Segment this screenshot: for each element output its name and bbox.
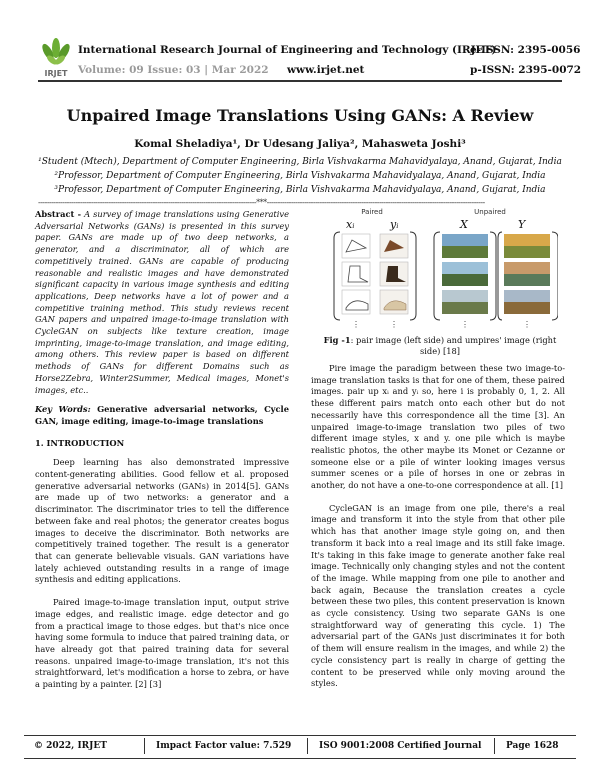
- intro-paragraph-4: CycleGAN is an image from one pile, there's a real image and transform it into the style from that other pile which has that another image style going on, and then transform it back into a real image and its still fake image. It's taking in this fake image to generate another fake real image. Technically only changing styles and not the content of the image. While mapping from one pile to another and back again, Because the translation creates a cycle between these two piles, this content preservation is known as cycle consistency. Using two separate GANs is one straightforward way of generating this cycle. 1) The adversarial part of the GANs just discriminates it for both of them will ensure realism in the images, and while 2) the cycle consistency part is really in charge of getting the content to be preserved while only moving around the styles.: [311, 502, 565, 689]
- intro-paragraph-2: Paired image-to-image translation input, output strive image edges, and realistic image. edge detector and go from a practical image to those edges. but that's nice once having some formula to induce that paired training data, or have already got that paired training data for several reasons. unpaired image-to-image translation, it's not this straightforward, let's modification a horse to zebra, or have a painting by a painter. [2] [3]: [35, 597, 289, 690]
- footer-copyright: © 2022, IRJET: [34, 741, 107, 751]
- figure-label-unpaired: Unpaired: [474, 208, 506, 216]
- ellipsis-icon: ⋮: [352, 320, 360, 329]
- p-issn: p-ISSN: 2395-0072: [470, 64, 582, 76]
- figure-caption-text: : pair image (left side) and umpires' image (right side) [18]: [350, 335, 557, 356]
- footer-divider: [494, 738, 495, 754]
- logo-text: IRJET: [44, 69, 68, 78]
- volume-issue: Volume: 09 Issue: 03 | Mar 2022: [78, 64, 269, 76]
- intro-paragraph-1: Deep learning has also demonstrated impressive content-generating abilities. Good fellow et al. proposed generative adversarial networks (GANs) in 2014[5]. GANs are made up of two networks: a generator and a discriminator. The discriminator tries to tell the difference between fake and real photos; the generator creates bogus images to deceive the discriminator. Both networks are competitively trained together. The result is a generator that can generate believable visuals. GAN variations have lately achieved outstanding results in a range of image synthesis and editing applications.: [35, 457, 289, 585]
- journal-logo: [36, 38, 76, 78]
- ellipsis-icon: ⋮: [523, 320, 531, 329]
- footer-page-number: Page 1628: [506, 741, 559, 751]
- figure-symbol-y: yᵢ: [390, 218, 399, 231]
- keywords: [35, 404, 289, 427]
- footer-impact-factor: Impact Factor value: 7.529: [156, 741, 292, 751]
- author-list: Komal Sheladiya¹, Dr Udesang Jaliya², Mahasweta Joshi³: [134, 138, 466, 150]
- affiliation-2: ²Professor, Department of Computer Engineering, Birla Vishvakarma Mahavidyalaya, Anand, Gujarat, India: [54, 171, 546, 181]
- figure-caption: [318, 335, 562, 357]
- affiliation-3: ³Professor, Department of Computer Engineering, Birla Vishvakarma Mahavidyalaya, Anand, Gujarat, India: [54, 185, 546, 195]
- ellipsis-icon: ⋮: [390, 320, 398, 329]
- abstract-label: Abstract -: [35, 209, 82, 219]
- e-issn: e-ISSN: 2395-0056: [470, 44, 581, 56]
- intro-paragraph-3: Pire image the paradigm between these two image-to-image translation tasks is that for one of them, these paired images. pair up xᵢ and yᵢ so, here i is probably 0, 1, 2. All these different pairs match onto each other but do not necessarily have this correspondence all the time [3]. An unpaired image-to-image translation two piles of two different image styles, x and y. one pile which is maybe realistic photos, the other maybe its Monet or Cezanne or someone else or a pile of winter looking images versus summer scenes or a pile of horses in one or zebras in another, do not have a one-to-one correspondence at all. [1]: [311, 363, 565, 491]
- footer-divider: [144, 738, 145, 754]
- journal-website[interactable]: www.irjet.net: [287, 64, 365, 76]
- keywords-text: Generative adversarial networks, Cycle GAN, image editing, image-to-image translations: [35, 404, 289, 426]
- page-footer: [24, 735, 576, 759]
- figure-caption-label: Fig -1: [323, 335, 351, 345]
- unpaired-painting-images: [504, 234, 550, 314]
- figure-label-paired: Paired: [361, 208, 383, 216]
- unpaired-photo-images: [442, 234, 488, 314]
- figure-symbol-x: xᵢ: [346, 218, 355, 231]
- section-heading-introduction: 1. INTRODUCTION: [35, 437, 125, 448]
- ellipsis-icon: ⋮: [461, 320, 469, 329]
- header-rule: [38, 80, 562, 82]
- right-column: [311, 363, 565, 701]
- section-separator: ---------------------------------------------------------------------------------------------------***---------------------------------------------------------------------------------------------------: [38, 198, 485, 207]
- footer-iso: ISO 9001:2008 Certified Journal: [319, 741, 482, 751]
- abstract-text: A survey of image translations using Generative Adversarial Networks (GANs) is presented in this survey paper. GANs are made up of two deep networks, a generator, and a discriminator, all of which are competitively trained. GANs are capable of producing reasonable and realistic images and have demonstrated significant capacity in various image synthesis and editing applications, Deep networks have a lot of power and a competitive training method. This study reviews recent GAN papers and unpaired image-to-image translation with CycleGAN on subjects like texture creation, image imprinting, image-to-image translation, and image editing, among others. This review paper is based on different methods of GANs for different Domains such as Horse2Zebra, Winter2Summer, Medical images, Monet's images, etc..: [35, 209, 289, 395]
- footer-divider: [307, 738, 308, 754]
- keywords-label: Key Words:: [35, 404, 91, 415]
- paired-sketch-images: [342, 234, 370, 314]
- paper-title: Unpaired Image Translations Using GANs: A Review: [66, 106, 534, 125]
- affiliation-1: ¹Student (Mtech), Department of Computer Engineering, Birla Vishvakarma Mahavidyalaya, Anand, Gujarat, India: [38, 157, 562, 167]
- left-column: [35, 209, 289, 702]
- abstract: [35, 209, 289, 396]
- paired-photo-images: [380, 234, 408, 314]
- journal-name: International Research Journal of Engineering and Technology (IRJET): [78, 44, 497, 56]
- figure-set-x: X: [460, 218, 468, 231]
- figure-1: [330, 206, 558, 332]
- leaf-icon: [40, 38, 72, 66]
- figure-set-y: Y: [518, 218, 526, 231]
